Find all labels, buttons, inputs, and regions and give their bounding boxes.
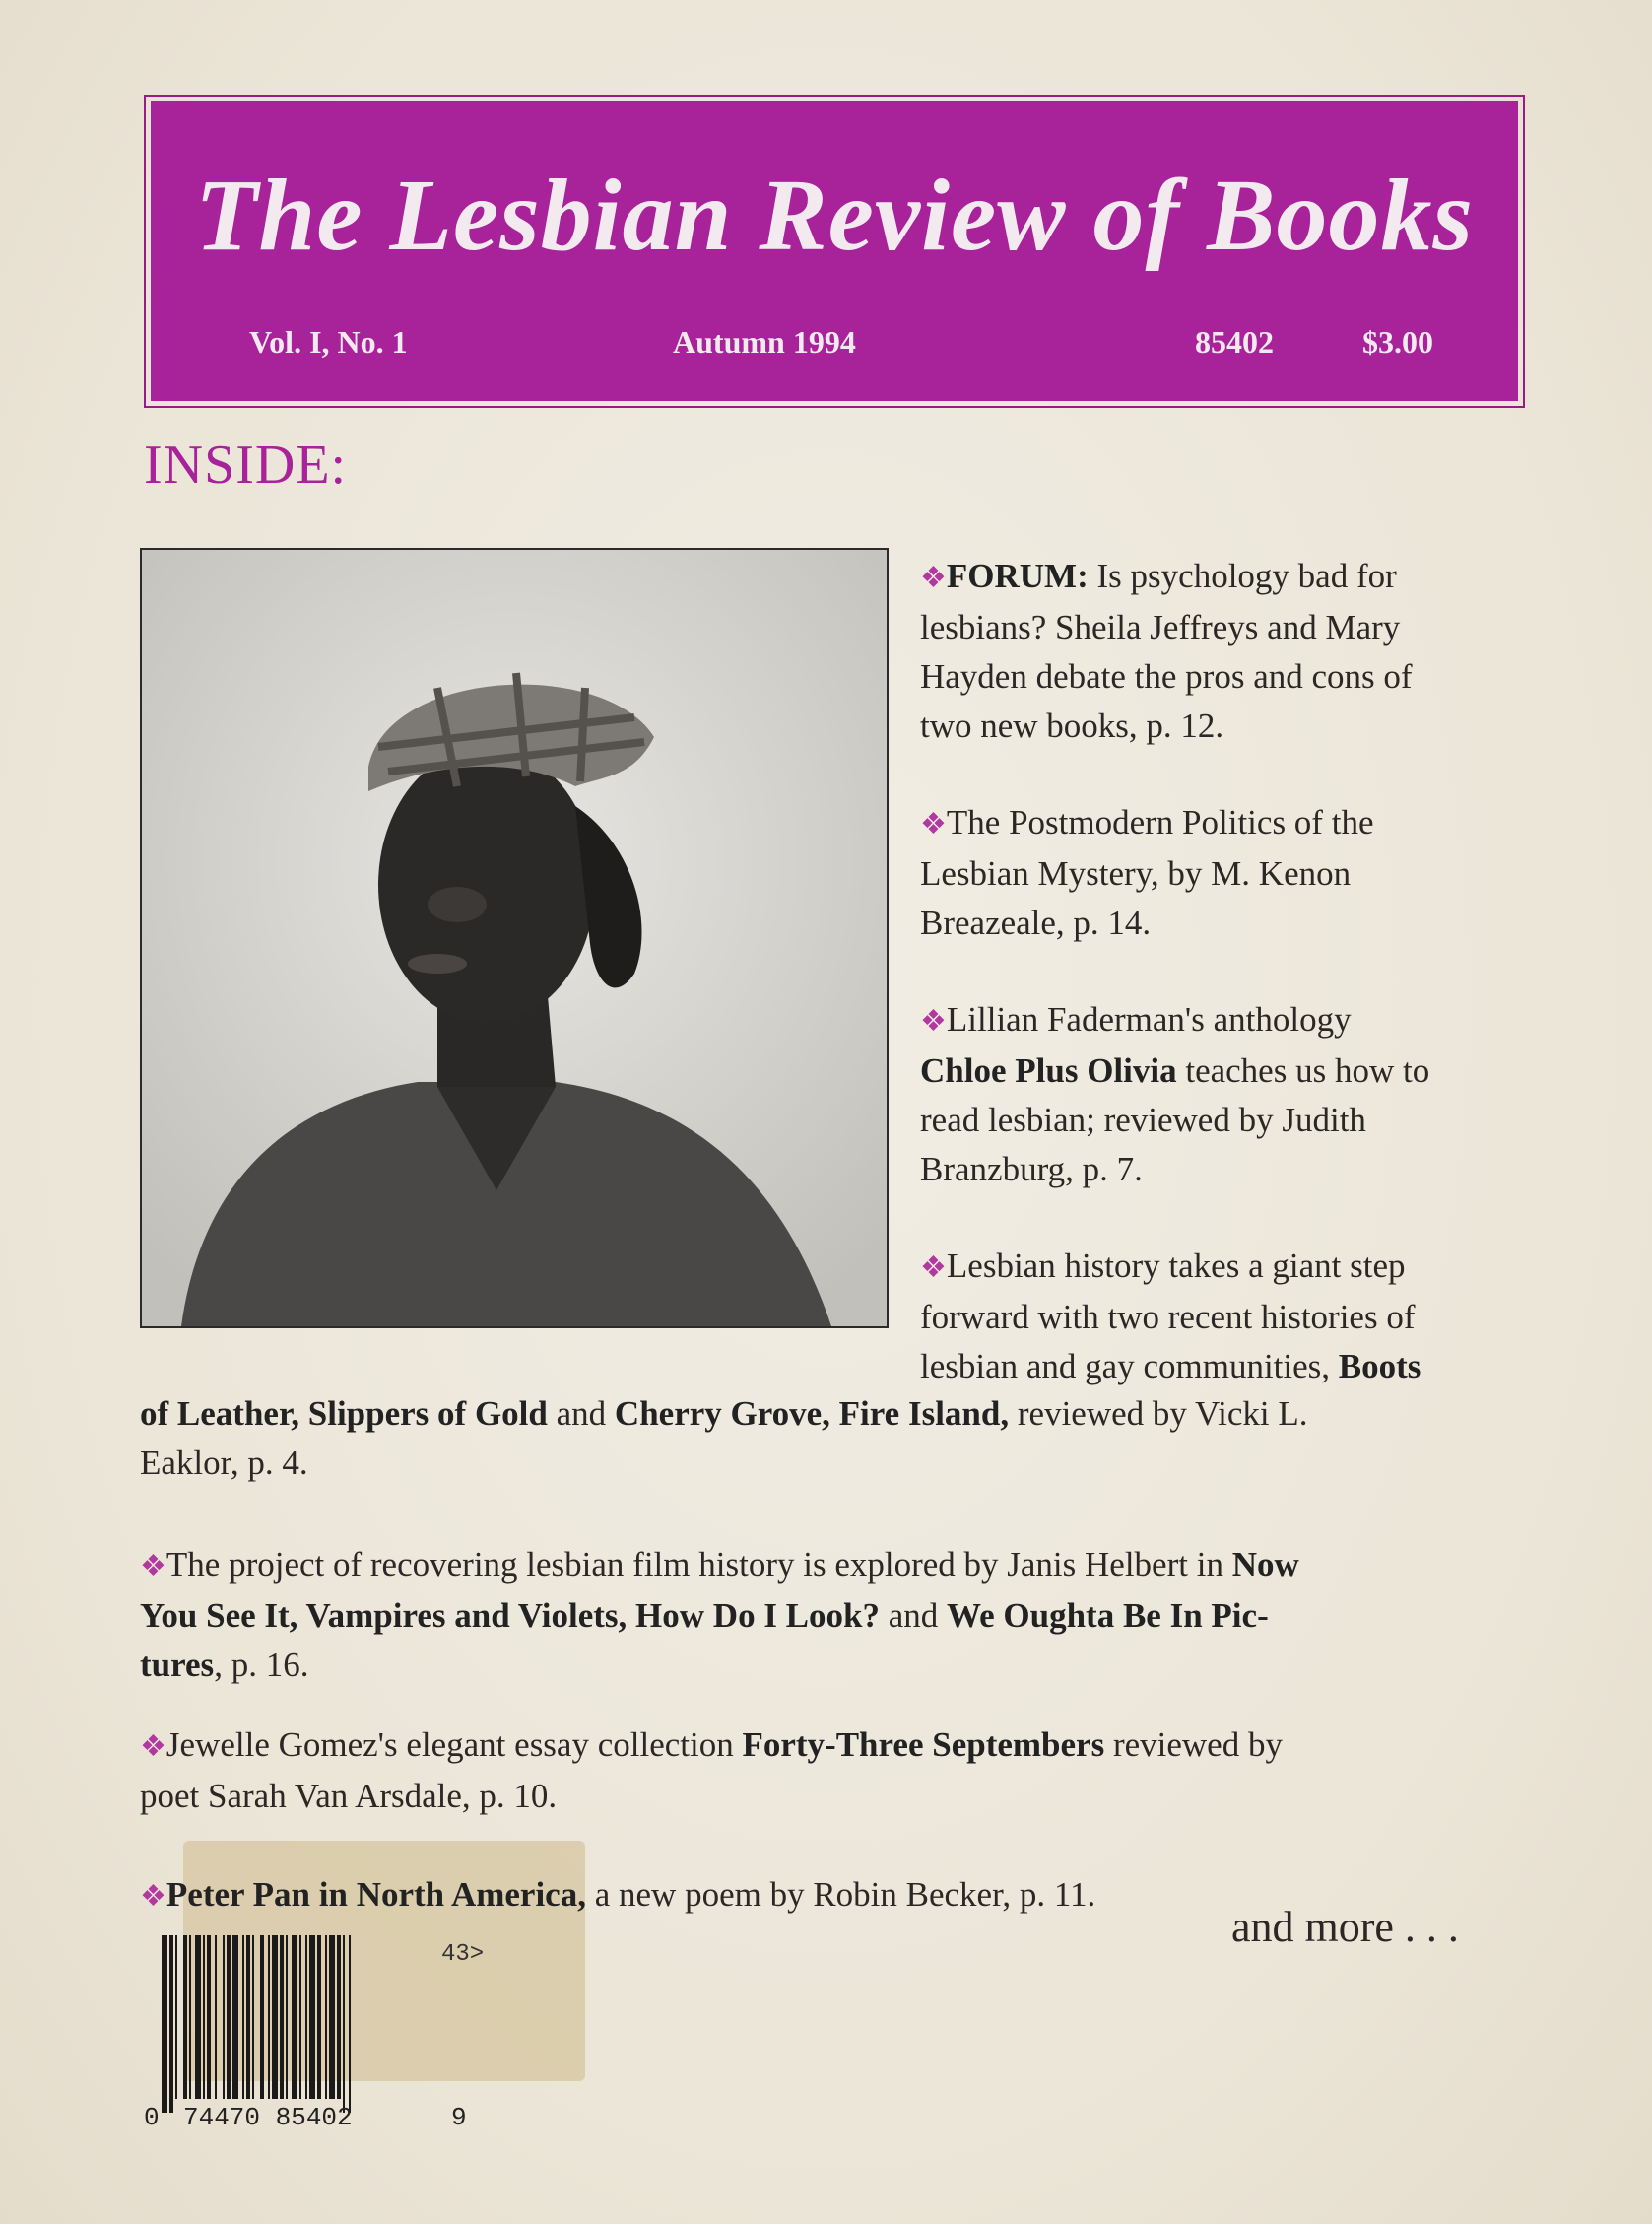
article-text: a new poem by Robin Becker, p. 11. [585,1875,1096,1914]
barcode-bar [317,1935,321,2099]
book-title: Forty-Three Septembers [742,1725,1105,1764]
barcode-bar [337,1935,341,2099]
barcode-bar [268,1935,270,2099]
article-line [140,1389,1558,1439]
diamond-bullet-icon: ❖ [920,808,947,841]
article-text: and [880,1596,948,1635]
diamond-bullet-icon: ❖ [920,562,947,594]
article-line: forward with two recent histories of [920,1298,1416,1336]
article-line [920,798,1551,849]
sticker-text: 43> [441,1941,485,1968]
diamond-bullet-icon: ❖ [140,1550,166,1583]
diamond-bullet-icon: ❖ [920,1251,947,1284]
barcode-left-digit: 0 [144,2103,160,2132]
article-line [920,1342,1551,1391]
issue-code: 85402 [1195,324,1274,360]
article-line: lesbians? Sheila Jeffreys and Mary [920,608,1401,646]
article-text: reviewed by [1104,1725,1283,1764]
article-line [920,995,1551,1046]
masthead [144,95,1525,408]
article-forty-three-septembers [140,1720,1558,1821]
barcode-bar [349,1935,351,2113]
article-text: The project of recovering lesbian film history is explored by Janis Helbert in [165,1545,1232,1584]
barcode-bar [325,1935,327,2099]
barcode-bar [292,1935,297,2099]
cover-photo [140,548,889,1328]
barcode-bar [299,1935,301,2099]
barcode-bar [227,1935,231,2099]
article-line [140,1591,1558,1641]
article-text: Jewelle Gomez's elegant essay collection [165,1725,743,1764]
barcode-bar [260,1935,264,2099]
article-text: and [547,1394,615,1433]
article-lesbian-history-continued [140,1389,1558,1488]
diamond-bullet-icon: ❖ [920,1005,947,1038]
barcode-bar [242,1935,244,2099]
article-text: Is psychology bad for [1088,557,1397,595]
book-title: Peter Pan in North America, [165,1875,586,1914]
barcode-bar [207,1935,211,2099]
and-more-text: and more . . . [1231,1903,1459,1951]
book-title: Cherry Grove, Fire Island, [614,1394,1010,1433]
article-line: Hayden debate the pros and cons of [920,657,1413,696]
article-line: read lesbian; reviewed by Judith [920,1101,1366,1139]
article-line: Branzburg, p. 7. [920,1150,1143,1188]
article-line [920,552,1551,603]
article-text: lesbian and gay communities, [920,1347,1339,1385]
magazine-title: The Lesbian Review of Books [194,159,1474,272]
price: $3.00 [1362,324,1433,360]
barcode-bar [286,1935,288,2099]
article-text: The Postmodern Politics of the [946,803,1374,842]
barcode-bar [215,1935,217,2099]
article-text: reviewed by Vicki L. [1009,1394,1308,1433]
article-line [140,1720,1558,1772]
barcode-bar [175,1935,177,2099]
article-forum [920,552,1551,751]
article-line [140,1641,1558,1690]
barcode-right-digit: 9 [451,2103,467,2132]
masthead-band [151,101,1518,401]
barcode-bar [309,1935,315,2099]
book-title: of Leather, Slippers of Gold [140,1394,548,1433]
book-title: Chloe Plus Olivia [920,1051,1177,1090]
barcode-bar [189,1935,191,2099]
volume-number: Vol. I, No. 1 [249,324,408,360]
barcode-bar [195,1935,201,2099]
article-highlight: FORUM: [946,557,1089,595]
barcode-bar [203,1935,205,2099]
article-line [140,1540,1558,1591]
barcode-bar [280,1935,284,2099]
book-title: We Oughta Be In Pic- [947,1596,1269,1635]
diamond-bullet-icon: ❖ [140,1730,166,1763]
barcode-bar [183,1935,187,2099]
issue-season: Autumn 1994 [673,324,856,360]
portrait-illustration [142,550,887,1326]
diamond-bullet-icon: ❖ [140,1880,166,1913]
barcode-bar [329,1935,335,2099]
article-line: two new books, p. 12. [920,707,1224,745]
barcode-bar [169,1935,173,2113]
barcode-bar [272,1935,278,2099]
barcode-bar [232,1935,238,2099]
article-postmodern-politics [920,798,1551,948]
book-title: tures [140,1646,215,1684]
article-line [920,1242,1551,1293]
book-title: Boots [1338,1347,1421,1385]
barcode-bar [223,1935,225,2099]
inside-heading: INSIDE: [144,435,348,496]
barcode-bar [305,1935,307,2099]
article-text: Lesbian history takes a giant step [946,1247,1406,1285]
barcode-bar [252,1935,254,2099]
barcode-bar [246,1935,250,2099]
article-line: Lesbian Mystery, by M. Kenon [920,854,1352,893]
article-line [920,1046,1551,1096]
barcode-digits: 74470 85402 [183,2103,353,2132]
book-title: Now [1231,1545,1299,1584]
article-line: poet Sarah Van Arsdale, p. 10. [140,1777,558,1815]
article-line: Eaklor, p. 4. [140,1444,308,1482]
article-chloe-plus-olivia [920,995,1551,1194]
barcode-bar [343,1935,345,2113]
article-line: Breazeale, p. 14. [920,904,1152,942]
article-lesbian-history [920,1242,1551,1391]
article-text: , p. 16. [214,1646,309,1684]
book-title: You See It, Vampires and Violets, How Do I Look? [140,1596,880,1635]
barcode-bar [162,1935,167,2113]
article-text: Lillian Faderman's anthology [946,1000,1352,1039]
article-film-history [140,1540,1558,1690]
article-text: teaches us how to [1176,1051,1430,1090]
